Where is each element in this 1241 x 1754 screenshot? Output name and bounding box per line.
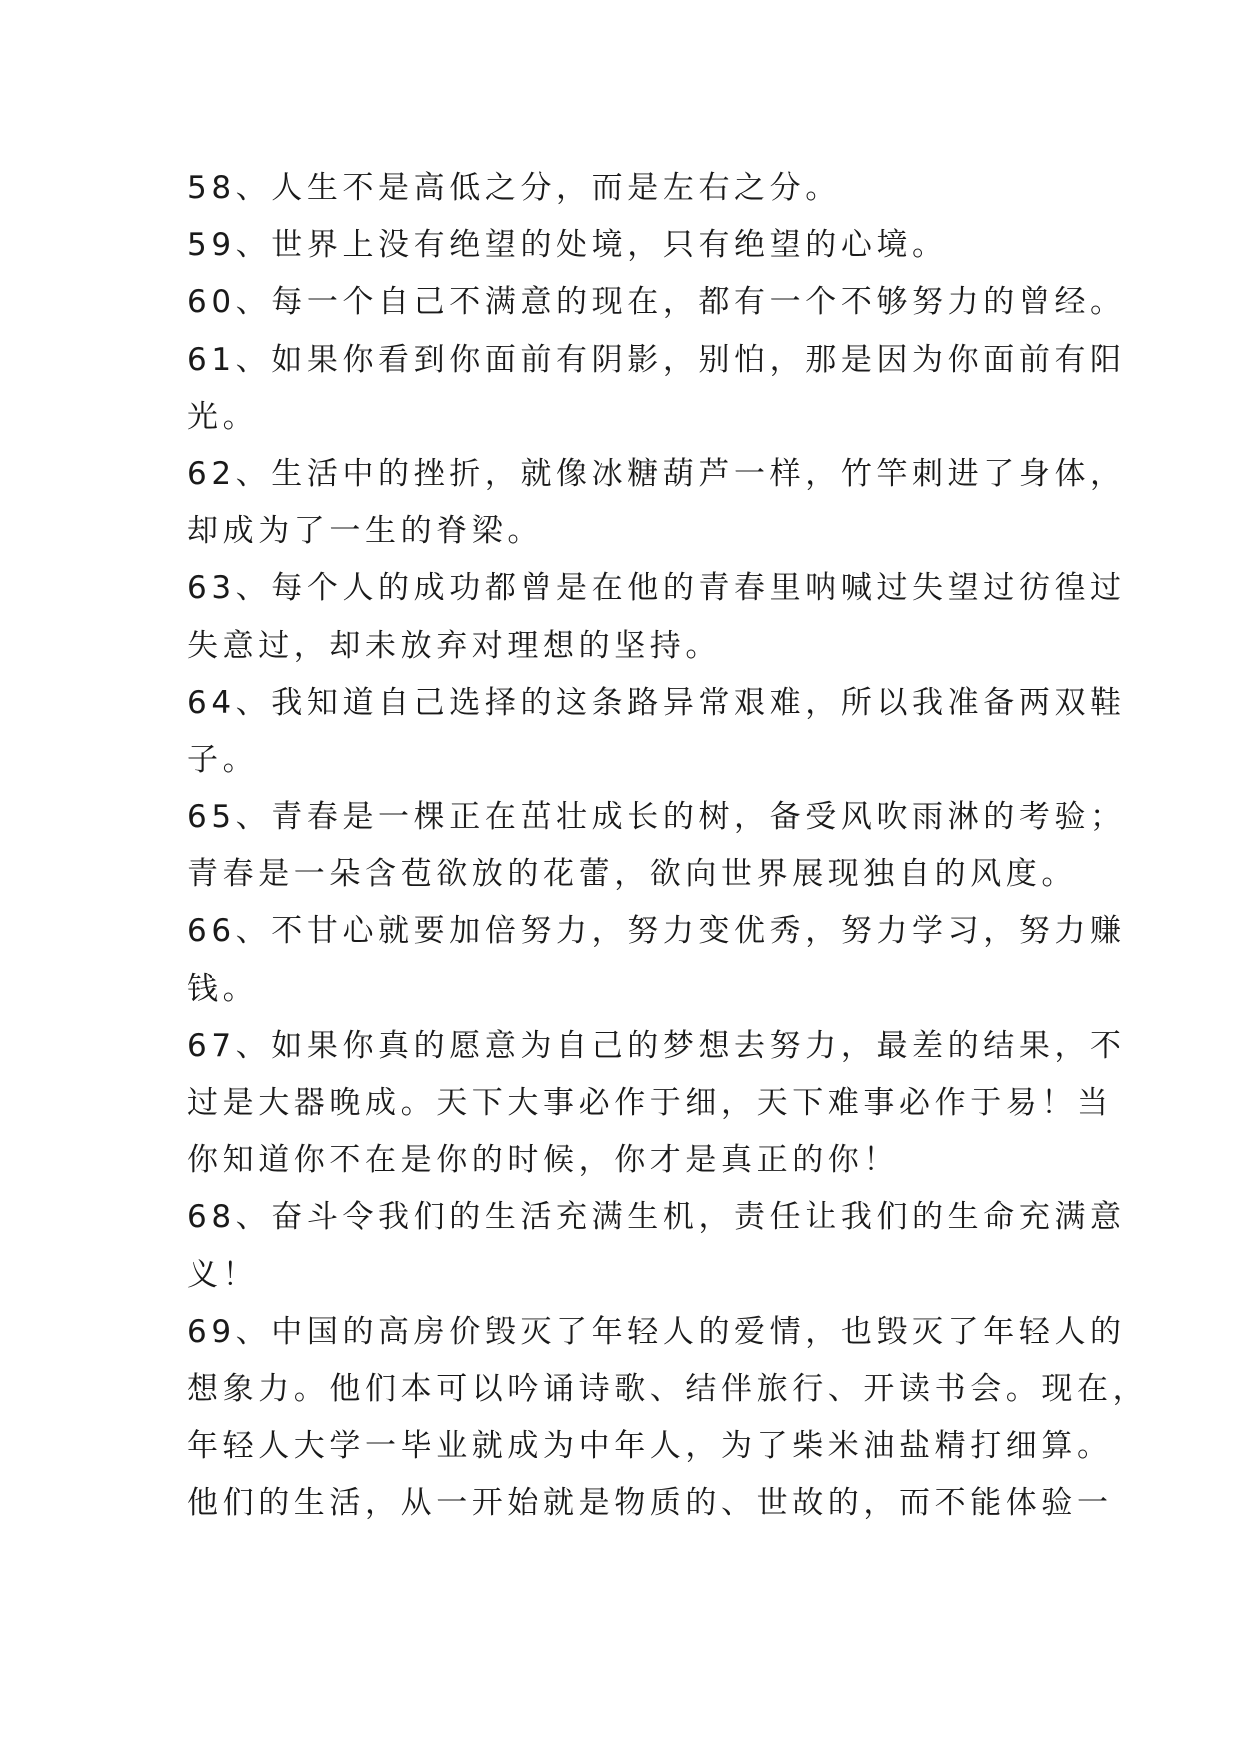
text-line: 59、世界上没有绝望的处境，只有绝望的心境。: [187, 227, 948, 264]
text-line: 年轻人大学一毕业就成为中年人，为了柴米油盐精打细算。: [187, 1428, 1113, 1465]
text-line: 失意过，却未放弃对理想的坚持。: [187, 627, 721, 664]
text-line: 青春是一朵含苞欲放的花蕾，欲向世界展现独自的风度。: [187, 856, 1077, 893]
document-body: [187, 160, 1149, 1533]
text-line: 58、人生不是高低之分，而是左右之分。: [187, 170, 841, 206]
text-line: 钱。: [187, 970, 259, 1007]
text-line: 却成为了一生的脊梁。: [187, 513, 543, 550]
text-line: 他们的生活，从一开始就是物质的、世故的，而不能体验一: [187, 1485, 1113, 1522]
text-line: 64、我知道自己选择的这条路异常艰难，所以我准备两双鞋: [187, 684, 1126, 721]
text-line: 66、不甘心就要加倍努力，努力变优秀，努力学习，努力赚: [187, 913, 1126, 950]
text-line: 你知道你不在是你的时候，你才是真正的你！: [187, 1142, 899, 1179]
text-line: 61、如果你看到你面前有阴影，别怕，那是因为你面前有阳: [187, 341, 1126, 378]
text-line: 60、每一个自己不满意的现在，都有一个不够努力的曾经。: [187, 284, 1126, 321]
text-line: 子。: [187, 741, 259, 778]
text-line: 69、中国的高房价毁灭了年轻人的爱情，也毁灭了年轻人的: [187, 1313, 1126, 1350]
text-line: 62、生活中的挫折，就像冰糖葫芦一样，竹竿刺进了身体，: [187, 455, 1126, 492]
text-line: 63、每个人的成功都曾是在他的青春里呐喊过失望过彷徨过: [187, 570, 1126, 607]
text-line: 67、如果你真的愿意为自己的梦想去努力，最差的结果，不: [187, 1027, 1126, 1064]
text-line: 过是大器晚成。天下大事必作于细，天下难事必作于易！当: [187, 1085, 1113, 1121]
text-line: 68、奋斗令我们的生活充满生机，责任让我们的生命充满意: [187, 1199, 1126, 1236]
text-line: 光。: [187, 398, 259, 435]
text-line: 义！: [187, 1256, 259, 1293]
text-line: 65、青春是一棵正在茁壮成长的树，备受风吹雨淋的考验；: [187, 799, 1126, 836]
text-line: 想象力。他们本可以吟诵诗歌、结伴旅行、开读书会。现在，: [187, 1370, 1149, 1407]
